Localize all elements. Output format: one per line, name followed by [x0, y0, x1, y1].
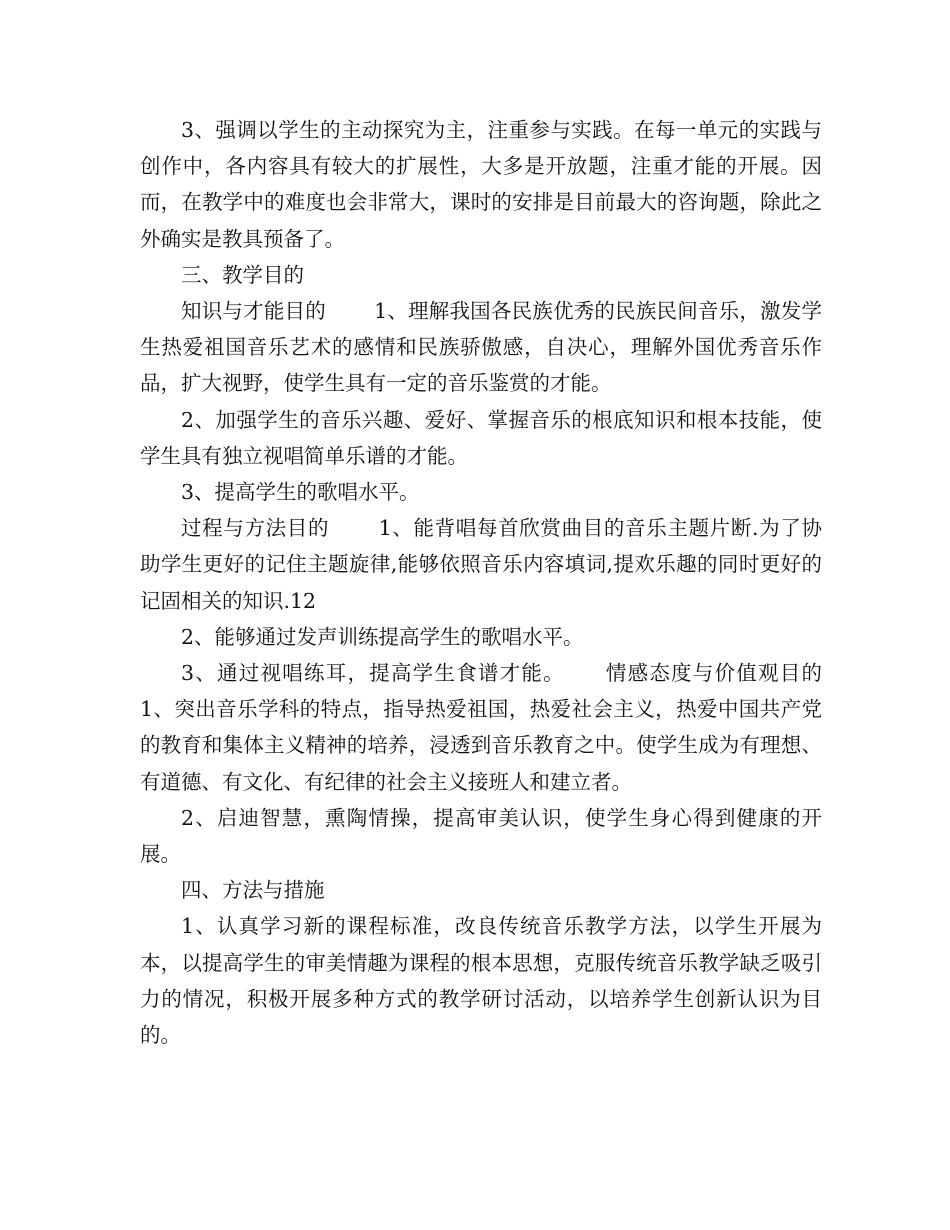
- paragraph-emotion-values-goals: 3、通过视唱练耳，提高学生食谱才能。 情感态度与价值观目的 1、突出音乐学科的特点，指导热爱祖国，热爱社会主义，热爱中国共产党的教育和集体主义精神的培养，浸透到音乐教育之中。使学生成为有理想、有道德、有文化、有纪律的社会主义接班人和建立者。: [140, 661, 870, 794]
- paragraph-vocal-training: 2、能够通过发声训练提高学生的歌唱水平。: [181, 624, 584, 649]
- heading-teaching-goals: 三、教学目的: [181, 262, 304, 287]
- paragraph-inspire-wisdom: 2、启迪智慧，熏陶情操，提高审美认识，使学生身心得到健康的开展。: [140, 805, 822, 867]
- paragraph-curriculum-standards: 1、认真学习新的课程标准，改良传统音乐教学方法，以学生开展为本，以提高学生的审美情趣为课程的根本思想，克服传统音乐教学缺乏吸引力的情况，积极开展多种方式的教学研讨活动，以培养学生创新认识为目的。: [140, 914, 822, 1048]
- heading-methods-measures: 四、方法与措施: [181, 878, 325, 903]
- paragraph-knowledge-goals: 知识与才能目的 1、理解我国各民族优秀的民族民间音乐，激发学生热爱祖国音乐艺术的感情和民族骄傲感，自决心，理解外国优秀音乐作品，扩大视野，使学生具有一定的音乐鉴赏的才能。: [140, 299, 822, 396]
- paragraph-emphasis-inquiry: 3、强调以学生的主动探究为主，注重参与实践。在每一单元的实践与创作中，各内容具有较大的扩展性，大多是开放题，注重才能的开展。因而，在教学中的难度也会非常大，课时的安排是目前最大的咨询题，除此之外确实是教具预备了。: [140, 118, 822, 251]
- paragraph-process-method-goals: 过程与方法目的 1、能背唱每首欣赏曲目的音乐主题片断.为了协助学生更好的记住主题旋律,能够依照音乐内容填词,提欢乐趣的同时更好的记固相关的知识.12: [140, 516, 822, 613]
- document-body: [140, 112, 870, 1053]
- paragraph-interest-skills: 2、加强学生的音乐兴趣、爱好、掌握音乐的根底知识和根本技能，使学生具有独立视唱简单乐谱的才能。: [140, 407, 822, 468]
- paragraph-singing-level: 3、提高学生的歌唱水平。: [181, 480, 420, 505]
